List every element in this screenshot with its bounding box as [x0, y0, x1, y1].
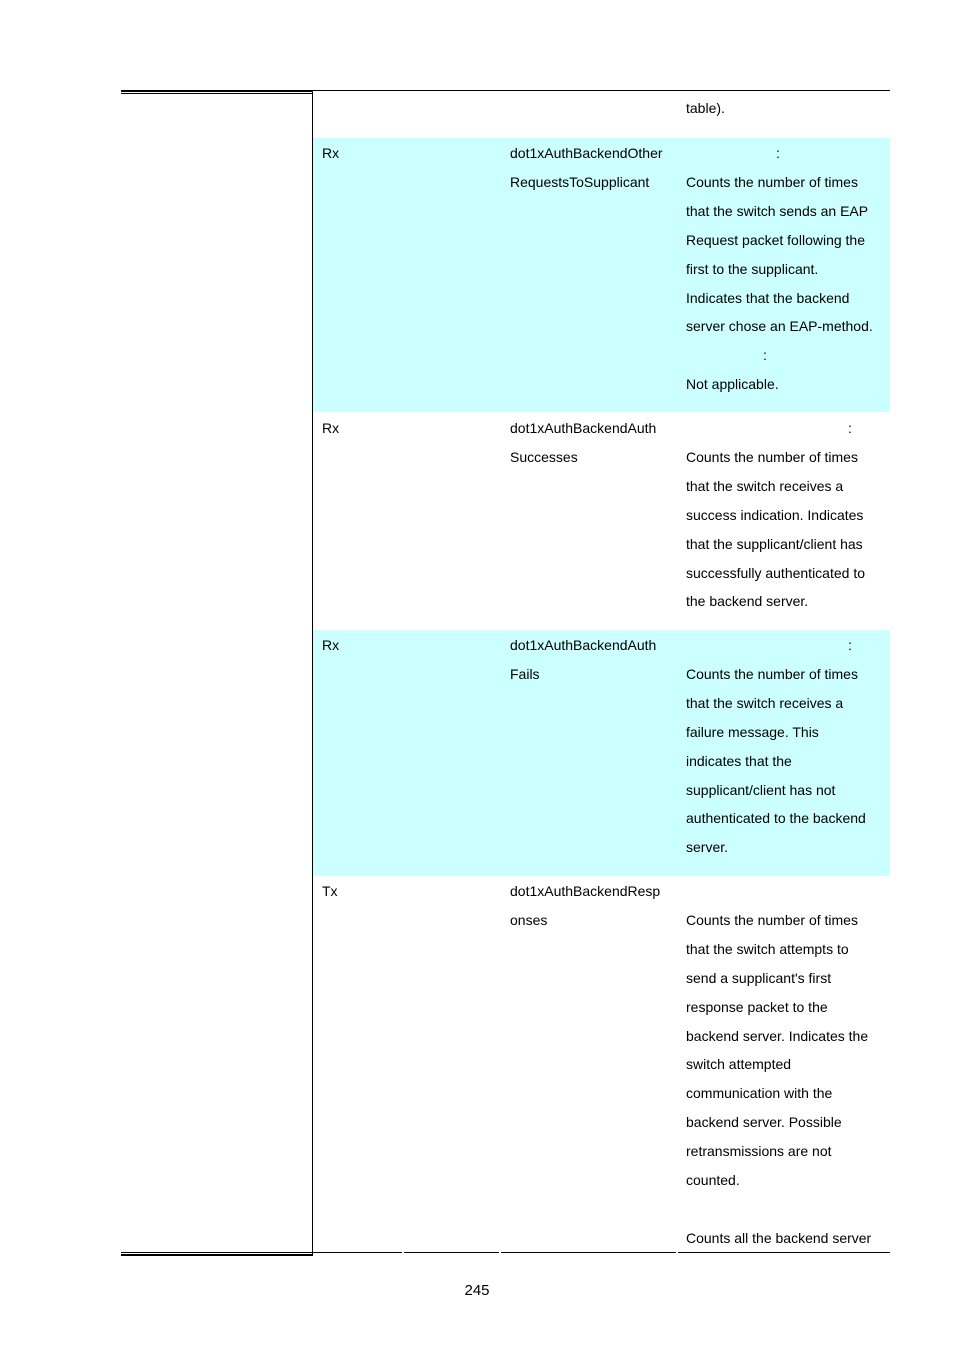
- page-number: 245: [464, 1282, 490, 1299]
- direction-cell: Tx: [322, 883, 338, 899]
- table-row: [313, 630, 890, 876]
- table-bottom-rule: [501, 1252, 676, 1253]
- table-bottom-rule: [313, 1252, 402, 1253]
- table-bottom-rule: [678, 1252, 890, 1253]
- table-row: [313, 413, 890, 630]
- continuation-text: table).: [686, 100, 725, 116]
- direction-cell: Rx: [322, 420, 340, 436]
- direction-cell: Rx: [322, 637, 340, 653]
- direction-cell: Rx: [322, 145, 340, 161]
- counter-cell: dot1xAuthBackendAuth Fails: [510, 637, 657, 682]
- description-cell: : Counts the number of times that the switch receives a success indication. Indicates that the supplicant/client has successfully authenticated to the backend server.: [686, 420, 865, 610]
- table-row-continuation: [313, 91, 890, 138]
- description-cell: Counts the number of times that the switch attempts to send a supplicant's first response packet to the backend server. Indicates the switch attempted communication with the backend server. Possible retransmissions are not counted. Counts all the backend server: [686, 911, 872, 1246]
- table-bottom-rule: [404, 1252, 499, 1253]
- description-cell: : Counts the number of times that the switch receives a failure message. This indicates that the supplicant/client has not authenticated to the backend server.: [686, 637, 866, 856]
- counter-cell: dot1xAuthBackendAuth Successes: [510, 420, 657, 465]
- counter-cell: dot1xAuthBackendResp onses: [510, 883, 661, 928]
- table-row: [313, 876, 890, 1252]
- left-column-bottom-border: [121, 1252, 313, 1256]
- description-cell: : Counts the number of times that the switch sends an EAP Request packet following the first to the supplicant. Indicates that the backend server chose an EAP-method. : Not applicable.: [686, 145, 873, 393]
- left-column-top-border: [121, 90, 313, 94]
- table-row: [313, 138, 890, 412]
- counter-cell: dot1xAuthBackendOther RequestsToSupplicant: [510, 145, 663, 190]
